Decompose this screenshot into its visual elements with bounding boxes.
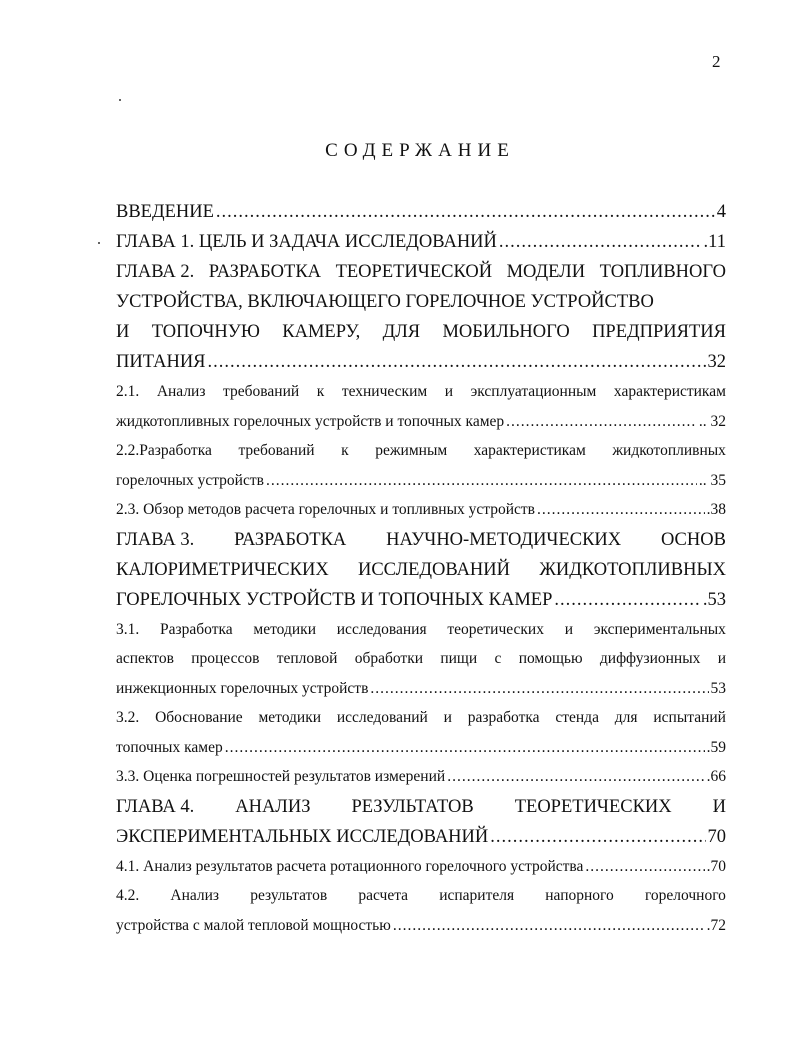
toc-line: устройства с малой тепловой мощностью ..... .72 <box>116 911 726 941</box>
toc-line: аспектов процессов тепловой обработки пищи с помощью диффузионных и <box>116 650 726 667</box>
toc-line: ЭКСПЕРИМЕНТАЛЬНЫХ ИССЛЕДОВАНИЙ ..... 70 <box>116 822 726 852</box>
dot-leader <box>554 585 701 615</box>
dot-leader <box>490 822 705 852</box>
toc-page-number: .59 <box>706 738 726 756</box>
dot-leader <box>266 466 697 496</box>
toc-entry-chapter-4[interactable] <box>116 792 726 852</box>
toc-entry-section-3-1[interactable] <box>116 615 726 704</box>
toc-line: жидкотопливных горелочных устройств и топочных камер ..... .. 32 <box>116 407 726 437</box>
toc-line: инжекционных горелочных устройств ..... 53 <box>116 674 726 704</box>
dot-leader <box>447 762 704 792</box>
toc-entry-text: ГЛАВА 1. ЦЕЛЬ И ЗАДАЧА ИССЛЕДОВАНИЙ <box>116 232 497 252</box>
toc-entry-chapter-2[interactable] <box>116 257 726 377</box>
toc-line: ГЛАВА 3. РАЗРАБОТКА НАУЧНО-МЕТОДИЧЕСКИХ ОСНОВ <box>116 529 726 550</box>
toc-page-number: .70 <box>706 857 726 875</box>
toc-entry-text: 2.3. Обзор методов расчета горелочных и топливных устройств <box>116 501 535 518</box>
toc-page-number: 70 <box>707 826 726 847</box>
toc-line: ПИТАНИЯ ..... 32 <box>116 347 726 377</box>
toc-line: ГЛАВА 2. РАЗРАБОТКА ТЕОРЕТИЧЕСКОЙ МОДЕЛИ ТОПЛИВНОГО <box>116 262 726 282</box>
toc-page-number: .. 32 <box>698 412 726 430</box>
toc-entry-text: ВВЕДЕНИЕ <box>116 202 214 222</box>
toc-line: топочных камер ..... .59 <box>116 733 726 763</box>
dot-leader <box>585 852 704 882</box>
toc-line: 3.2. Обоснование методики исследований и разработка стенда для испытаний <box>116 709 726 726</box>
scan-speck <box>119 99 121 101</box>
toc-line: 2.1. Анализ требований к техническим и эксплуатационным характеристикам <box>116 383 726 400</box>
toc-page-number: .72 <box>706 916 726 934</box>
toc-line: 3.1. Разработка методики исследования теоретических и экспериментальных <box>116 620 726 638</box>
toc-page-number: .. 35 <box>698 471 726 489</box>
dot-leader <box>537 495 705 525</box>
toc-page-number: 4 <box>716 202 726 222</box>
toc-entry-chapter-1[interactable] <box>116 227 726 257</box>
toc-entry-section-4-1[interactable] <box>116 852 726 882</box>
dot-leader <box>225 733 705 763</box>
table-of-contents <box>116 197 726 940</box>
toc-line: ГОРЕЛОЧНЫХ УСТРОЙСТВ И ТОПОЧНЫХ КАМЕР ..... .53 <box>116 585 726 615</box>
toc-page-number: 53 <box>710 679 726 697</box>
toc-line: ГЛАВА 4. АНАЛИЗ РЕЗУЛЬТАТОВ ТЕОРЕТИЧЕСКИХ И <box>116 796 726 817</box>
dot-leader <box>506 407 697 437</box>
toc-line: горелочных устройств ..... .. 35 <box>116 466 726 496</box>
toc-page-number: .38 <box>706 501 726 518</box>
toc-entry-text: 4.1. Анализ результатов расчета ротационного горелочного устройства <box>116 857 584 875</box>
toc-entry-section-2-3[interactable] <box>116 495 726 525</box>
toc-entry-text: 3.3. Оценка погрешностей результатов измерений <box>116 768 446 785</box>
toc-page-number: .66 <box>706 768 726 785</box>
page-number: 2 <box>712 52 721 71</box>
toc-entry-section-3-3[interactable] <box>116 762 726 792</box>
toc-entry-section-3-2[interactable] <box>116 703 726 762</box>
dot-leader <box>208 347 706 377</box>
toc-entry-section-2-2[interactable] <box>116 436 726 495</box>
toc-entry-section-2-1[interactable] <box>116 377 726 436</box>
toc-page-number: .11 <box>703 232 726 252</box>
scan-speck <box>98 242 100 244</box>
toc-line: И ТОПОЧНУЮ КАМЕРУ, ДЛЯ МОБИЛЬНОГО ПРЕДПРИЯТИЯ <box>116 322 726 342</box>
dot-leader <box>216 197 715 227</box>
toc-entry-chapter-3[interactable] <box>116 525 726 615</box>
toc-line: 4.2. Анализ результатов расчета испарителя напорного горелочного <box>116 887 726 904</box>
dot-leader <box>393 911 705 941</box>
toc-line: 2.2.Разработка требований к режимным характеристикам жидкотопливных <box>116 442 726 459</box>
toc-line: УСТРОЙСТВА, ВКЛЮЧАЮЩЕГО ГОРЕЛОЧНОЕ УСТРОЙСТВО <box>116 292 654 312</box>
toc-page-number: 32 <box>707 352 726 372</box>
toc-page-number: .53 <box>702 589 726 610</box>
toc-line: КАЛОРИМЕТРИЧЕСКИХ ИССЛЕДОВАНИЙ ЖИДКОТОПЛИВНЫХ <box>116 559 726 580</box>
dot-leader <box>499 227 702 257</box>
toc-entry-section-4-2[interactable] <box>116 881 726 940</box>
toc-entry-intro[interactable] <box>116 197 726 227</box>
page-title: СОДЕРЖАНИЕ <box>325 140 515 161</box>
dot-leader <box>370 674 708 704</box>
